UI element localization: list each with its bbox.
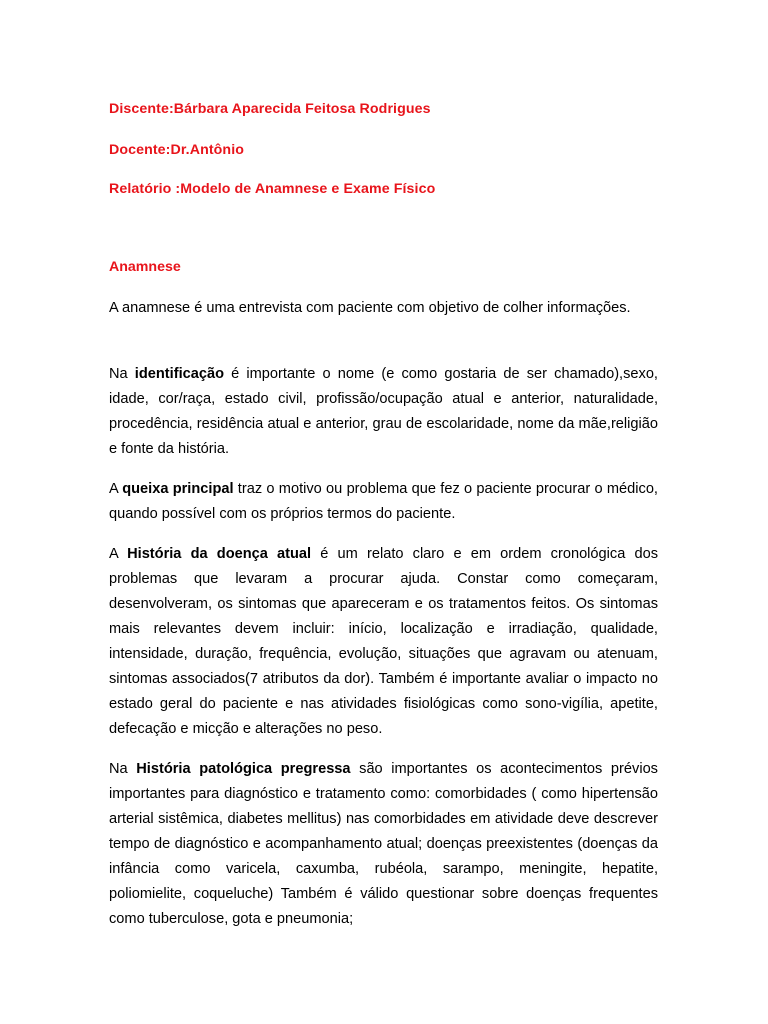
paragraph-intro-text: A anamnese é uma entrevista com paciente com objetivo de colher informações. xyxy=(109,300,631,316)
paragraph-historia-patologica xyxy=(109,757,658,932)
paragraph-hda-prefix: A xyxy=(109,546,128,562)
paragraph-hpp-prefix: Na xyxy=(109,761,137,777)
paragraph-identificacao-keyword: identificação xyxy=(134,366,225,382)
paragraph-hpp-text: são importantes os acontecimentos prévios importantes para diagnóstico e tratamento como: comorbidades ( como hipertensão arterial sistêmica, diabetes mellitus) nas comorbidades em atividade deve descrever tempo de diagnóstico e acompanhamento atual; doenças preexistentes (doenças da infância como varicela, caxumba, rubéola, sarampo, meningite, hepatite, poliomielite, coqueluche) Também é válido questionar sobre doenças frequentes como tuberculose, gota e pneumonia; xyxy=(109,761,658,927)
paragraph-hpp-keyword: História patológica pregressa xyxy=(136,761,351,777)
relatorio-line: Relatório :Modelo de Anamnese e Exame Físico xyxy=(109,181,436,197)
docente-line: Docente:Dr.Antônio xyxy=(109,142,245,158)
paragraph-identificacao-prefix: Na xyxy=(109,366,135,382)
paragraph-queixa-principal xyxy=(109,477,658,527)
paragraph-queixa-keyword: queixa principal xyxy=(122,481,234,497)
section-title-anamnese: Anamnese xyxy=(109,259,181,275)
paragraph-intro xyxy=(109,296,658,321)
paragraph-historia-doenca-atual xyxy=(109,542,658,742)
paragraph-queixa-prefix: A xyxy=(109,481,123,497)
discente-line: Discente:Bárbara Aparecida Feitosa Rodrigues xyxy=(109,101,431,117)
paragraph-hda-keyword: História da doença atual xyxy=(127,546,312,562)
paragraph-identificacao xyxy=(109,362,658,462)
paragraph-hda-text: é um relato claro e em ordem cronológica dos problemas que levaram a procurar ajuda. Constar como começaram, desenvolveram, os sintomas que apareceram e os tratamentos feitos. Os sintomas mais relevantes devem incluir: início, localização e irradiação, qualidade, intensidade, duração, frequência, evolução, situações que agravam ou atenuam, sintomas associados(7 atributos da dor). Também é importante avaliar o impacto no estado geral do paciente e nas atividades fisiológicas como sono-vigília, apetite, defecação e micção e alterações no peso. xyxy=(109,546,659,737)
paragraph-queixa-text: traz o motivo ou problema que fez o paciente procurar o médico, quando possível com os próprios termos do paciente. xyxy=(109,481,658,522)
paragraph-identificacao-text: é importante o nome (e como gostaria de ser chamado),sexo, idade, cor/raça, estado civil, profissão/ocupação atual e anterior, naturalidade, procedência, residência atual e anterior, grau de escolaridade, nome da mãe,religião e fonte da história. xyxy=(109,366,658,457)
